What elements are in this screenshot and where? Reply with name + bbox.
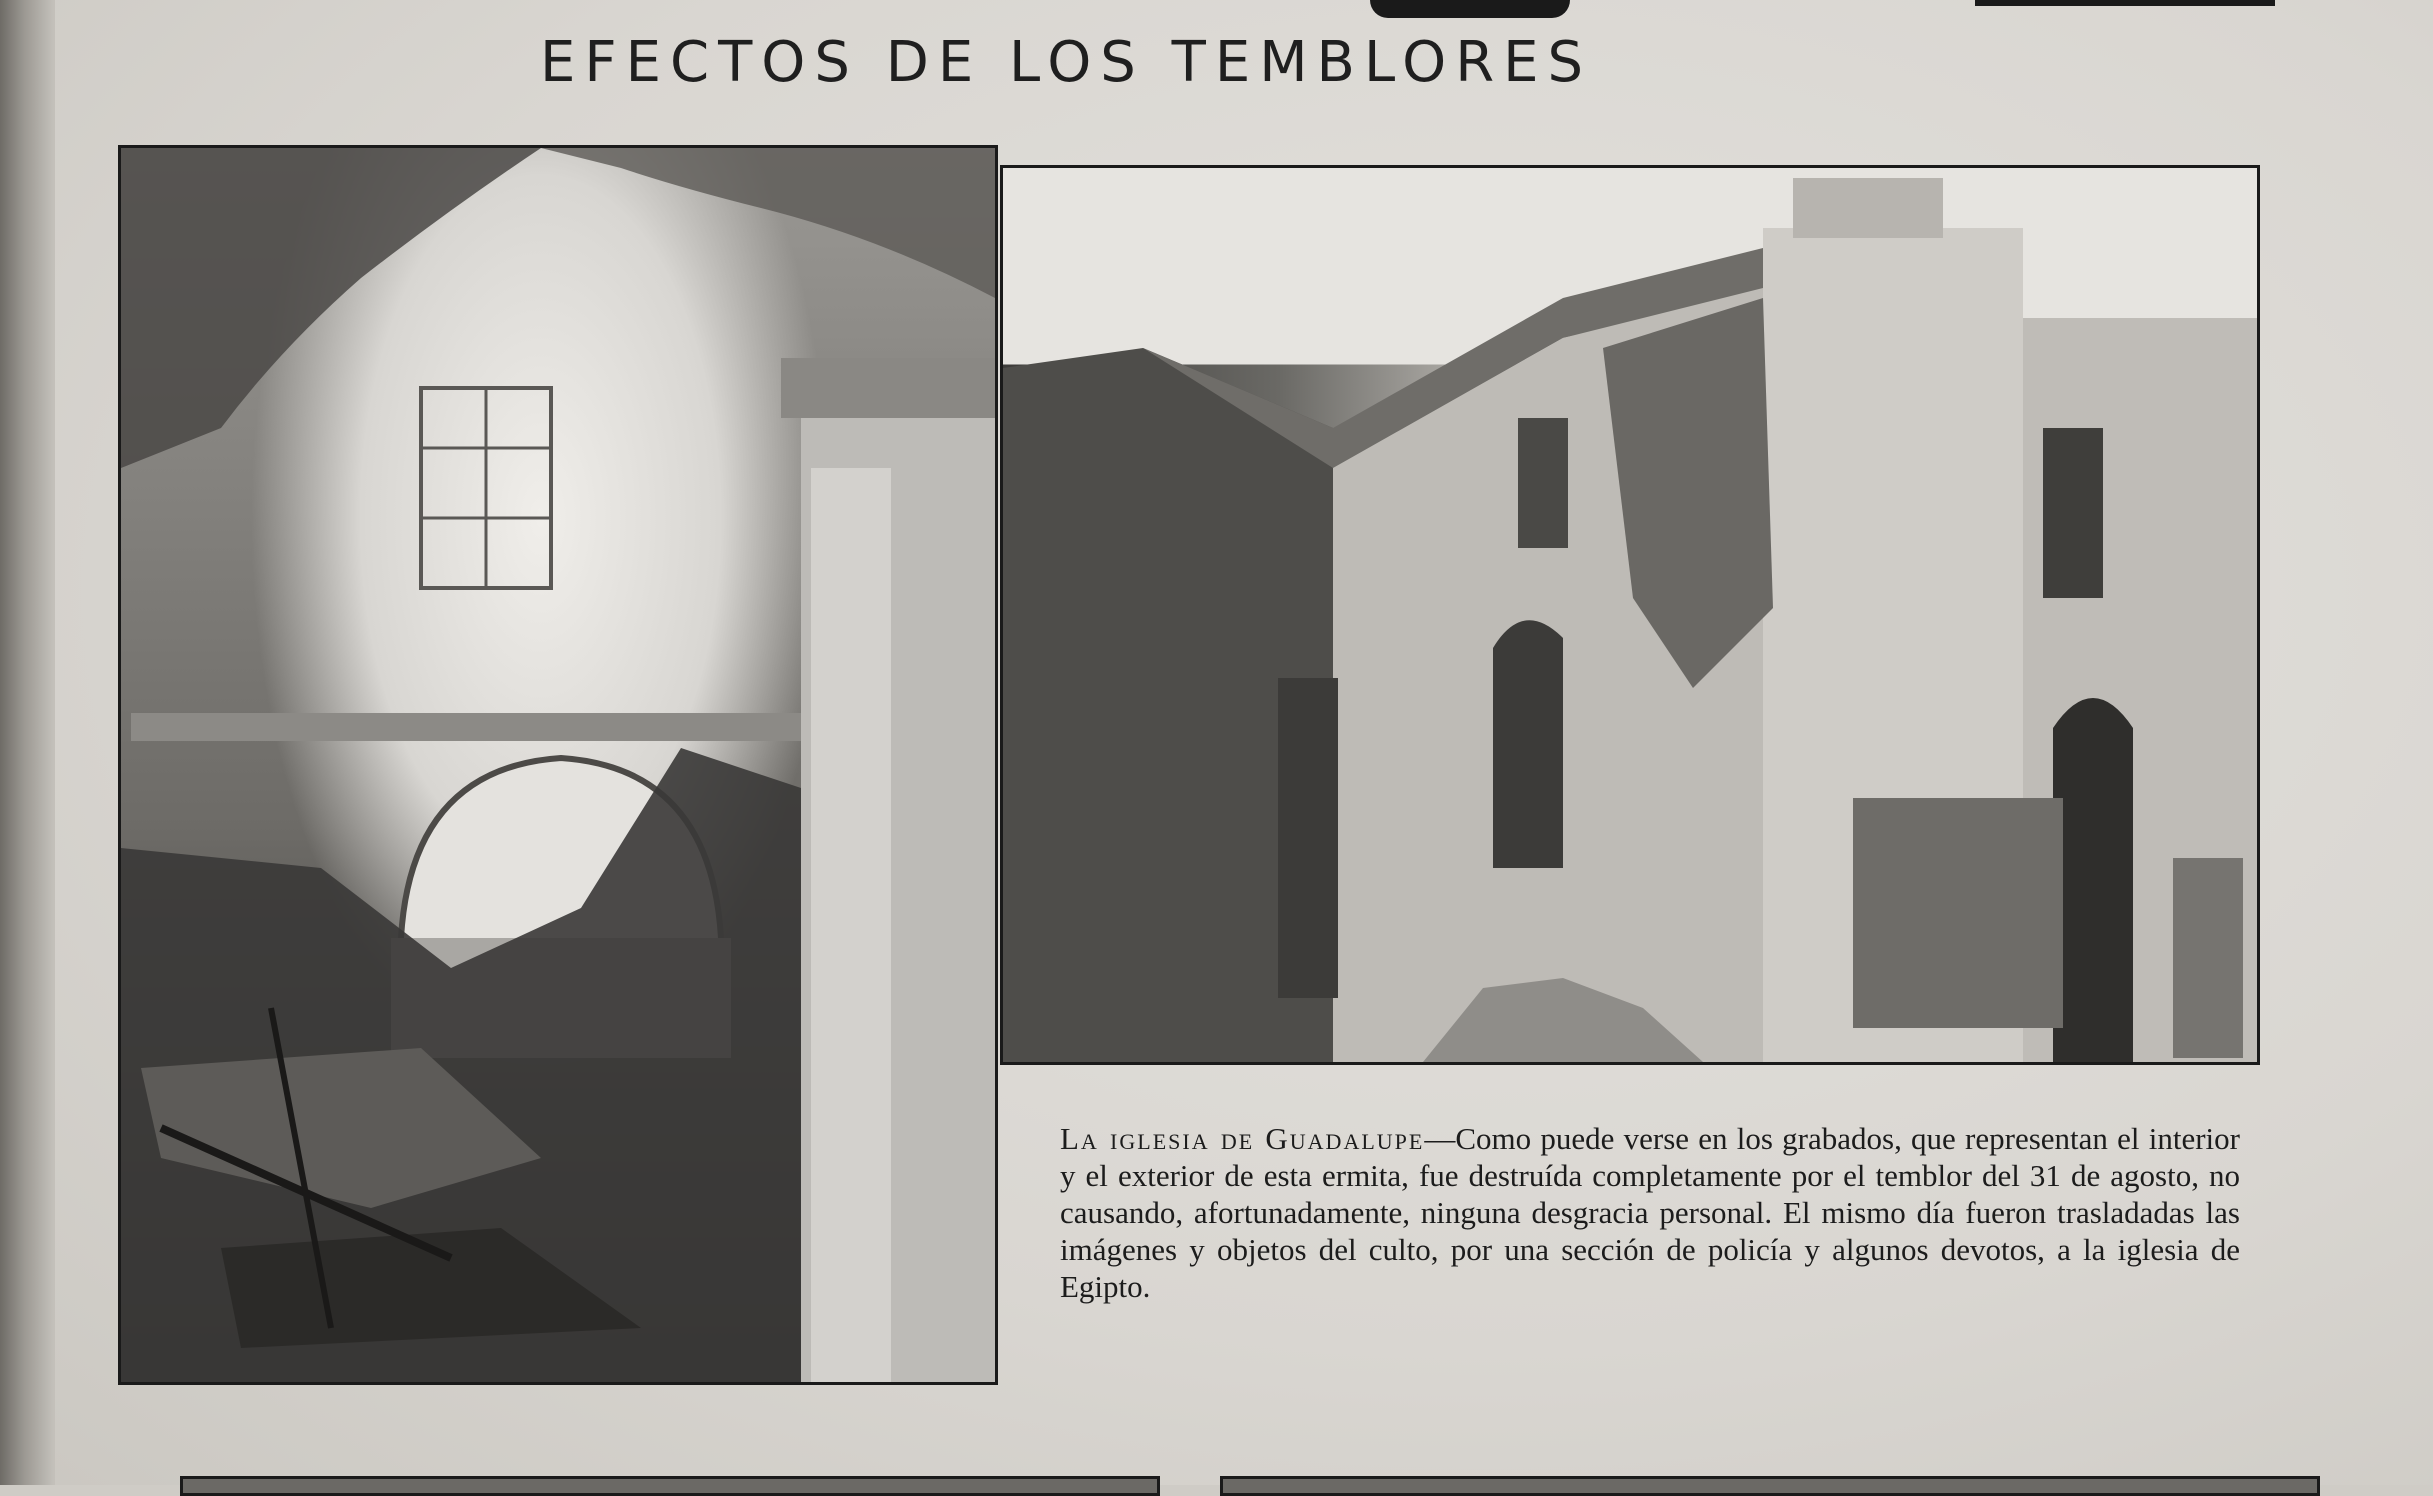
page-title: EFECTOS DE LOS TEMBLORES [540, 30, 1593, 95]
interior-ruins-photo [118, 145, 998, 1385]
next-photo-frame-left [180, 1476, 1160, 1496]
top-artwork-fragment [1370, 0, 1570, 18]
caption-body: —Como puede verse en los grabados, que representan el interior y el exterior de esta ermita, fue destruída completamente por el temblor del 31 de agosto, no causando, afortunadamente, ninguna desgracia personal. El mismo día fueron trasladadas las imágenes y objetos del culto, por una sección de policía y algunos devotos, a la iglesia de Egipto. [1060, 1121, 2240, 1304]
interior-ruins-illustration [121, 148, 995, 1382]
next-photo-frame-right [1220, 1476, 2320, 1496]
caption-heading: La iglesia de Guadalupe [1060, 1121, 1425, 1156]
exterior-ruins-illustration [1003, 168, 2257, 1062]
exterior-ruins-photo [1000, 165, 2260, 1065]
top-artwork-fragment-right [1975, 0, 2275, 6]
photo-caption [1060, 1120, 2240, 1305]
